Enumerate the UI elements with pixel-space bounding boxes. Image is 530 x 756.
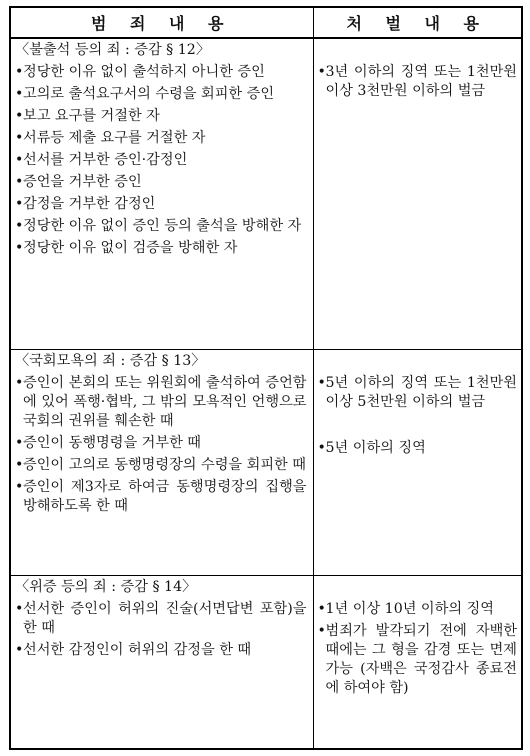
header-penalty-content: 처 벌 내 용 — [313, 7, 522, 38]
crime-text: 정당한 이유 없이 검증을 방해한 자 — [23, 240, 238, 256]
penalty-text: 3년 이하의 징역 또는 1천만원 이상 3천만원 이하의 벌금 — [325, 64, 517, 99]
crime-item — [15, 107, 307, 126]
bullet: • — [15, 434, 24, 451]
crime-text: 감정을 거부한 감정인 — [23, 196, 156, 212]
bullet: • — [15, 218, 24, 234]
penalty-text: 5년 이하의 징역 — [325, 439, 426, 456]
bullet: • — [317, 622, 326, 639]
bullet: • — [15, 240, 24, 256]
penalty-item — [318, 439, 518, 458]
bullet: • — [15, 130, 24, 146]
crime-text: 증인이 본회의 또는 위원회에 출석하여 증언함에 있어 폭행·협박, 그 밖의 모욕적인 언행으로 국회의 권위를 훼손한 때 — [23, 374, 307, 429]
penalty-text: 범죄가 발각되기 전에 자백한 때에는 그 형을 감경 또는 면제 가능 (자백은 국정감사 종료전에 하여야 함) — [325, 622, 517, 696]
bullet: • — [317, 439, 326, 456]
crime-item — [15, 434, 307, 453]
crime-text: 증인이 동행명령을 거부한 때 — [23, 434, 201, 451]
penalty-item — [318, 600, 518, 619]
crime-item — [15, 600, 307, 638]
crime-text: 증인이 고의로 동행명령장의 수령을 회피한 때 — [23, 456, 306, 473]
crime-item — [15, 239, 307, 258]
section-title: 〈위증 등의 죄 : 증감 § 14〉 — [15, 578, 197, 595]
section-row-contempt — [10, 349, 522, 575]
penalty-text: 5년 이하의 징역 또는 1천만원 이상 5천만원 이하의 벌금 — [325, 374, 517, 410]
section-crimes-cell — [10, 349, 313, 575]
crime-text: 고의로 출석요구서의 수령을 회피한 증인 — [23, 86, 275, 102]
bullet: • — [15, 478, 24, 495]
section-title: 〈불출석 등의 죄 : 증감 § 12〉 — [15, 42, 211, 58]
section-penalties-cell — [313, 38, 522, 349]
crime-text: 보고 요구를 거절한 자 — [23, 108, 160, 124]
bullet: • — [15, 108, 24, 124]
penalty-item — [318, 622, 518, 698]
section-title: 〈국회모욕의 죄 : 증감 § 13〉 — [15, 352, 206, 369]
crime-text: 선서를 거부한 증인·감정인 — [23, 152, 188, 168]
crime-text: 정당한 이유 없이 증인 등의 출석을 방해한 자 — [23, 218, 302, 234]
header-crime-content: 범 죄 내 용 — [10, 7, 313, 38]
section-crimes-cell — [10, 575, 313, 749]
bullet: • — [15, 641, 24, 658]
section-penalties-cell — [313, 575, 522, 749]
section-row-absence — [10, 38, 522, 349]
crime-text: 증인이 제3자로 하여금 동행명령장의 집행을 방해하도록 한 때 — [23, 478, 307, 514]
crime-item — [15, 151, 307, 170]
bullet: • — [15, 64, 24, 80]
penalty-item — [318, 63, 518, 101]
crime-text: 서류등 제출 요구를 거절한 자 — [23, 130, 206, 146]
bullet: • — [15, 174, 24, 190]
section-row-perjury — [10, 575, 522, 749]
crime-item — [15, 641, 307, 660]
crime-item — [15, 63, 307, 82]
bullet: • — [317, 600, 326, 617]
crime-item — [15, 195, 307, 214]
bullet: • — [317, 374, 326, 391]
bullet: • — [15, 600, 24, 617]
crime-item — [15, 85, 307, 104]
crime-item — [15, 129, 307, 148]
crime-item — [15, 217, 307, 236]
bullet: • — [15, 86, 24, 102]
crime-item — [15, 478, 307, 516]
crime-text: 선서한 감정인이 허위의 감정을 한 때 — [23, 641, 252, 658]
penalty-item — [318, 374, 518, 412]
crime-penalty-table — [9, 6, 523, 750]
crime-text: 선서한 증인이 허위의 진술(서면답변 포함)을 한 때 — [23, 600, 307, 636]
penalty-text: 1년 이상 10년 이하의 징역 — [325, 600, 494, 617]
bullet: • — [15, 374, 24, 391]
crime-text: 정당한 이유 없이 출석하지 아니한 증인 — [23, 64, 265, 80]
bullet: • — [317, 64, 326, 80]
crime-item — [15, 173, 307, 192]
crime-item — [15, 374, 307, 431]
section-crimes-cell — [10, 38, 313, 349]
crime-item — [15, 456, 307, 475]
bullet: • — [15, 196, 24, 212]
penalty-document — [9, 6, 521, 750]
bullet: • — [15, 152, 24, 168]
section-penalties-cell — [313, 349, 522, 575]
crime-text: 증언을 거부한 증인 — [23, 174, 142, 190]
table-header-row — [10, 7, 522, 38]
bullet: • — [15, 456, 24, 473]
